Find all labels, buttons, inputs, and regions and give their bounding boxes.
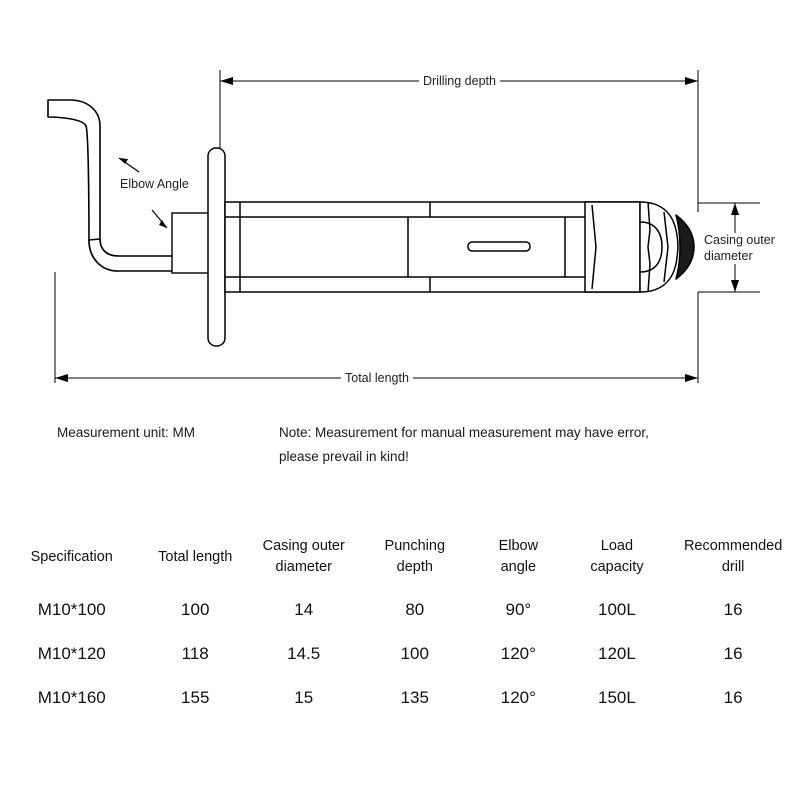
- column-header-specification: [0, 530, 143, 588]
- cell-elbow-angle: 120°: [500, 688, 536, 708]
- cell-load-capacity: 120L: [598, 644, 636, 664]
- elbow-outline: [48, 100, 118, 271]
- casing-bottom-arrowhead: [731, 280, 739, 292]
- column-header-punching-line1: Punching: [384, 538, 446, 554]
- measurement-unit-note: Measurement unit: MM: [57, 425, 196, 440]
- cell-punching-depth: 80: [405, 600, 425, 620]
- casing-outer-diameter-line1: Casing outer: [704, 233, 775, 247]
- cell-casing-outer-diameter: 14.5: [287, 644, 321, 664]
- elbow-angle-leader: [119, 158, 167, 228]
- measurement-error-note: [279, 421, 649, 468]
- table-row: [0, 632, 800, 676]
- total-length-left-arrowhead: [55, 374, 68, 382]
- cell-casing-outer-diameter: 14: [294, 600, 314, 620]
- drilling-depth-dimension: [220, 70, 698, 212]
- column-header-elbow-angle: [469, 530, 568, 588]
- total-length-right-arrowhead: [685, 374, 698, 382]
- column-header-load-line2: capacity: [590, 559, 644, 576]
- elbow-lower-arm: [89, 239, 184, 271]
- measurement-error-note-line1: Note: Measurement for manual measurement may have error,: [279, 425, 649, 440]
- cell-total-length: 118: [181, 644, 209, 664]
- sleeve-slot: [468, 242, 530, 251]
- clip-tip-cap: [676, 215, 694, 279]
- drilling-depth-label: Drilling depth: [419, 74, 500, 90]
- casing-outer-diameter-line2: diameter: [704, 248, 753, 263]
- table-body: [0, 588, 800, 720]
- cell-recommended-drill: 16: [723, 644, 743, 664]
- column-header-specification-line1: Specification: [30, 548, 113, 565]
- column-header-total-length: [143, 530, 246, 588]
- cell-recommended-drill: 16: [723, 600, 743, 620]
- cell-punching-depth: 135: [400, 688, 429, 708]
- drilling-depth-right-arrowhead: [685, 77, 698, 85]
- cell-specification: M10*120: [37, 644, 106, 664]
- cell-elbow-angle: 120°: [500, 644, 536, 664]
- total-length-label: Total length: [341, 371, 413, 387]
- column-header-casing-line1: Casing outer: [262, 538, 345, 554]
- measurement-error-note-line2: please prevail in kind!: [279, 448, 409, 464]
- column-header-drill-line2: drill: [721, 559, 745, 576]
- column-header-elbow-line2: angle: [500, 559, 537, 576]
- cell-specification: M10*160: [37, 688, 106, 708]
- column-header-recommended-drill: [666, 530, 800, 588]
- cell-load-capacity: 150L: [598, 688, 636, 708]
- cell-specification: M10*100: [37, 600, 106, 620]
- washer-body: [208, 148, 225, 346]
- table-row: [0, 588, 800, 632]
- cell-casing-outer-diameter: 15: [294, 688, 314, 708]
- cell-punching-depth: 100: [400, 644, 429, 664]
- table-header: [0, 530, 800, 588]
- column-header-load-line1: Load: [600, 538, 634, 554]
- column-header-elbow-line1: Elbow: [498, 538, 539, 554]
- sleeve-outer: [225, 202, 640, 292]
- cell-total-length: 155: [181, 688, 210, 708]
- casing-top-arrowhead: [731, 203, 739, 215]
- elbow-angle-label: Elbow Angle: [116, 177, 193, 193]
- washer-plate: [208, 148, 225, 346]
- column-header-load-capacity: [568, 530, 667, 588]
- column-header-punching-line2: depth: [396, 559, 433, 576]
- casing-sleeve: [225, 202, 640, 292]
- expansion-clip: [585, 202, 694, 292]
- clip-body: [640, 202, 678, 292]
- table-row: [0, 676, 800, 720]
- table-header-row: [0, 530, 800, 588]
- cell-total-length: 100: [181, 600, 210, 620]
- column-header-punching-depth: [360, 530, 469, 588]
- column-header-casing-line2: diameter: [275, 559, 332, 576]
- cell-recommended-drill: 16: [723, 688, 743, 708]
- column-header-drill-line1: Recommended: [683, 538, 783, 554]
- specification-table: [0, 530, 800, 720]
- column-header-casing-outer-diameter: [247, 530, 361, 588]
- column-header-total-length-line1: Total length: [158, 548, 233, 565]
- cell-load-capacity: 100L: [598, 600, 636, 620]
- cell-elbow-angle: 90°: [505, 600, 532, 620]
- drilling-depth-left-arrowhead: [220, 77, 233, 85]
- elbow-angle-arrowhead: [159, 220, 167, 228]
- casing-outer-diameter-label: [702, 233, 777, 264]
